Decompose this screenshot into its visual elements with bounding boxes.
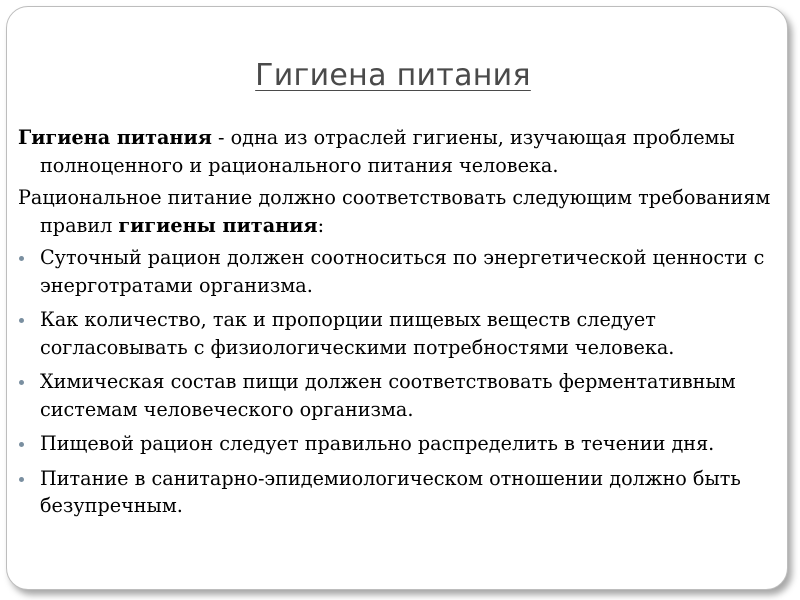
- intro-term: Гигиена питания: [18, 126, 212, 149]
- bullet-dot-icon: [19, 477, 24, 482]
- bullet-text: Как количество, так и пропорции пищевых веществ следует согласовывать с физиологическими потребностями человека.: [40, 308, 675, 359]
- requirements-term: гигиены питания: [118, 213, 318, 237]
- bullet-dot-icon: [19, 318, 24, 323]
- slide-title: Гигиена питания: [255, 58, 531, 93]
- bullet-item: [18, 430, 788, 458]
- bullet-dot-icon: [19, 442, 24, 447]
- bullet-text: Питание в санитарно-эпидемиологическом отношении должно быть безупречным.: [40, 466, 741, 517]
- intro-paragraph: [18, 124, 788, 179]
- bullet-text: Химическая состав пищи должен соответствовать ферментативным системам человеческого организма.: [40, 370, 736, 421]
- bullet-item: [18, 306, 788, 361]
- bullet-text: Суточный рацион должен соотноситься по энергетической ценности с энерготратами организма.: [40, 246, 765, 297]
- intro-definition: - одна из отраслей гигиены, изучающая проблемы полноценного и рационального питания человека.: [40, 126, 735, 177]
- slide-content: [18, 124, 788, 527]
- requirements-text-after: :: [317, 213, 325, 237]
- bullet-dot-icon: [19, 380, 24, 385]
- requirements-paragraph: [18, 184, 788, 239]
- bullet-item: [18, 368, 788, 423]
- bullet-dot-icon: [19, 256, 24, 261]
- requirements-text-before: Рациональное питание должно соответствовать следующим требованиям правил: [18, 186, 771, 237]
- bullet-item: [18, 465, 788, 520]
- bullet-item: [18, 244, 788, 299]
- bullet-text: Пищевой рацион следует правильно распределить в течении дня.: [40, 432, 715, 455]
